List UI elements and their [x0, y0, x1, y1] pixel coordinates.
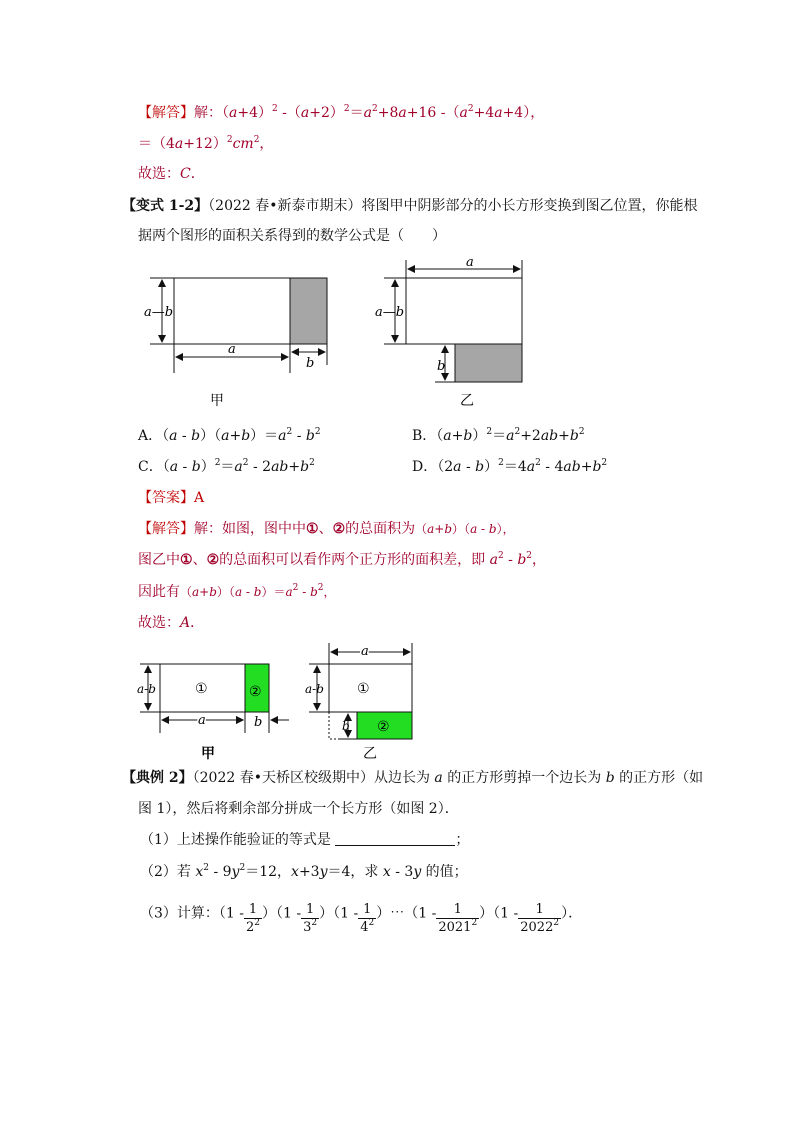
jia2-circle-2: ②	[249, 684, 262, 700]
answer-line	[138, 488, 204, 508]
q3-frac-2: $\frac{1}{3^2}$	[303, 902, 318, 935]
answer-tag: 【答案】	[138, 490, 194, 506]
figure-1-yi	[375, 255, 522, 409]
yi-b-label: b	[437, 359, 446, 374]
answer-value: A	[194, 490, 205, 506]
figure-2-jia	[137, 664, 289, 762]
option-d[interactable]: D．$(2a - b)^2=4a^2 - 4ab+b^2$	[412, 458, 608, 475]
option-c[interactable]: C．$(a - b)^2=a^2 - 2ab+b^2$	[138, 458, 315, 475]
example-source: （2022 春•天桥区校级期中）	[192, 770, 374, 786]
figure-2-yi	[305, 643, 412, 762]
solution-1-line-1	[138, 103, 544, 123]
variant-line-1	[122, 196, 698, 216]
example-q3: （3）计算：（1 - $\frac{1}{2^2}$ ）（1 - $\frac{1}{3^2}$ ）（1 - $\frac{1}{4^2}$ ）⋯（1 - $\frac{1}{2021^2}$ ）（1 - $\frac{1}{2022^2}$ ）．	[140, 902, 583, 935]
choice-value-2: A	[180, 615, 191, 631]
jia2-amb-label: a-b	[137, 682, 156, 696]
jia-caption: 甲	[210, 393, 224, 409]
solution-tag: 【解答】	[138, 105, 194, 121]
q3-frac-4: $\frac{1}{2021^2}$	[438, 902, 478, 935]
solution-1-choice	[138, 164, 205, 184]
q3-frac-1: $\frac{1}{2^2}$	[246, 902, 261, 935]
choice-value: C	[180, 166, 191, 182]
yi-amb-label: a—b	[375, 305, 405, 320]
choice-label-2: 故选：	[138, 615, 180, 631]
example-line-1: 【典例 2】（2022 春•天桥区校级期中）从边长为 a 的正方形剪掉一个边长为 b 的正方形（如	[122, 770, 704, 786]
variant-line-2	[138, 226, 446, 246]
solution-2-choice	[138, 613, 204, 633]
q3-end: ．	[568, 905, 583, 922]
jia2-b-label: b	[254, 715, 263, 730]
solution-lead: 解：	[194, 105, 222, 121]
solution-expression: $(a+4)^2$ $-(a+2)^2=a^2+8a+16$ $-(a^2+4a+4)$，	[222, 104, 545, 121]
yi-shaded-rect	[455, 344, 522, 382]
yi2-circle-2: ②	[377, 719, 390, 735]
figure-2	[135, 638, 425, 765]
q3-frac-5: $\frac{1}{2022^2}$	[520, 902, 560, 935]
solution-1-line-2: $=(4a+12)^2cm^2$，	[138, 135, 274, 152]
solution-2-line-1: 【解答】解：如图，图中中①、②的总面积为（a+b）（a - b），	[138, 521, 515, 537]
variant-text-1: 将图甲中阴影部分的小长方形变换到图乙位置，你能根	[361, 198, 698, 214]
variant-source: （2022 春•新泰市期末）	[208, 198, 362, 214]
q3-label: （3）计算：	[140, 905, 219, 922]
variant-text-2: 据两个图形的面积关系得到的数学公式是（ ）	[138, 228, 446, 244]
yi-caption: 乙	[460, 393, 474, 409]
jia-b-label: b	[306, 356, 315, 371]
jia2-a-label: a	[198, 713, 206, 728]
jia-amb-label: a—b	[144, 305, 174, 320]
q1-end: ；	[455, 832, 470, 848]
yi2-region-1	[329, 664, 412, 712]
example-q2: （2）若 $x^2 - 9y^2=12$，x+3y＝4，求 x - 3y 的值；	[140, 863, 468, 880]
choice-label: 故选：	[138, 166, 180, 182]
jia2-caption: 甲	[201, 746, 215, 762]
jia-white-rect	[174, 278, 290, 344]
yi-white-rect	[406, 278, 522, 344]
jia2-circle-1: ①	[195, 681, 208, 697]
example-text-2: 图 1），然后将剩余部分拼成一个长方形（如图 2）．	[138, 801, 459, 817]
jia-a-label: a	[228, 342, 236, 357]
solution-2-line-3: 因此有$(a+b)(a - b)=a^2 - b^2$，	[138, 583, 336, 600]
yi2-circle-1: ①	[357, 681, 370, 697]
q1-answer-blank[interactable]	[335, 831, 455, 846]
solution-2-line-2: 图乙中①、②的总面积可以看作两个正方形的面积差，即 $a^2 - b^2$，	[138, 551, 547, 568]
yi2-a-label: a	[361, 644, 369, 659]
example-line-2	[138, 799, 459, 819]
variant-tag: 【变式 1-2】	[122, 198, 209, 214]
option-b[interactable]: B．$(a+b)^2=a^2+2ab+b^2$	[412, 427, 585, 444]
q3-dots: ⋯	[390, 905, 405, 922]
choice-end-2: ．	[190, 615, 205, 631]
example-q1	[140, 830, 469, 850]
figure-1-jia	[144, 278, 327, 409]
example-tag: 【典例 2】	[122, 770, 193, 786]
figure-1	[130, 255, 540, 415]
q3-frac-3: $\frac{1}{4^2}$	[360, 902, 375, 935]
solution-2-tag: 【解答】	[138, 521, 194, 537]
jia-shaded-rect	[290, 278, 327, 344]
q1-text: （1）上述操作能验证的等式是	[140, 832, 331, 848]
option-a[interactable]: A．$(a - b)(a+b)=a^2 - b^2$	[138, 427, 321, 444]
yi2-amb-label: a-b	[305, 682, 324, 696]
yi2-b-label: b	[342, 719, 350, 733]
choice-end: ．	[190, 166, 205, 182]
yi-a-label: a	[466, 255, 474, 270]
yi2-caption: 乙	[363, 746, 377, 762]
